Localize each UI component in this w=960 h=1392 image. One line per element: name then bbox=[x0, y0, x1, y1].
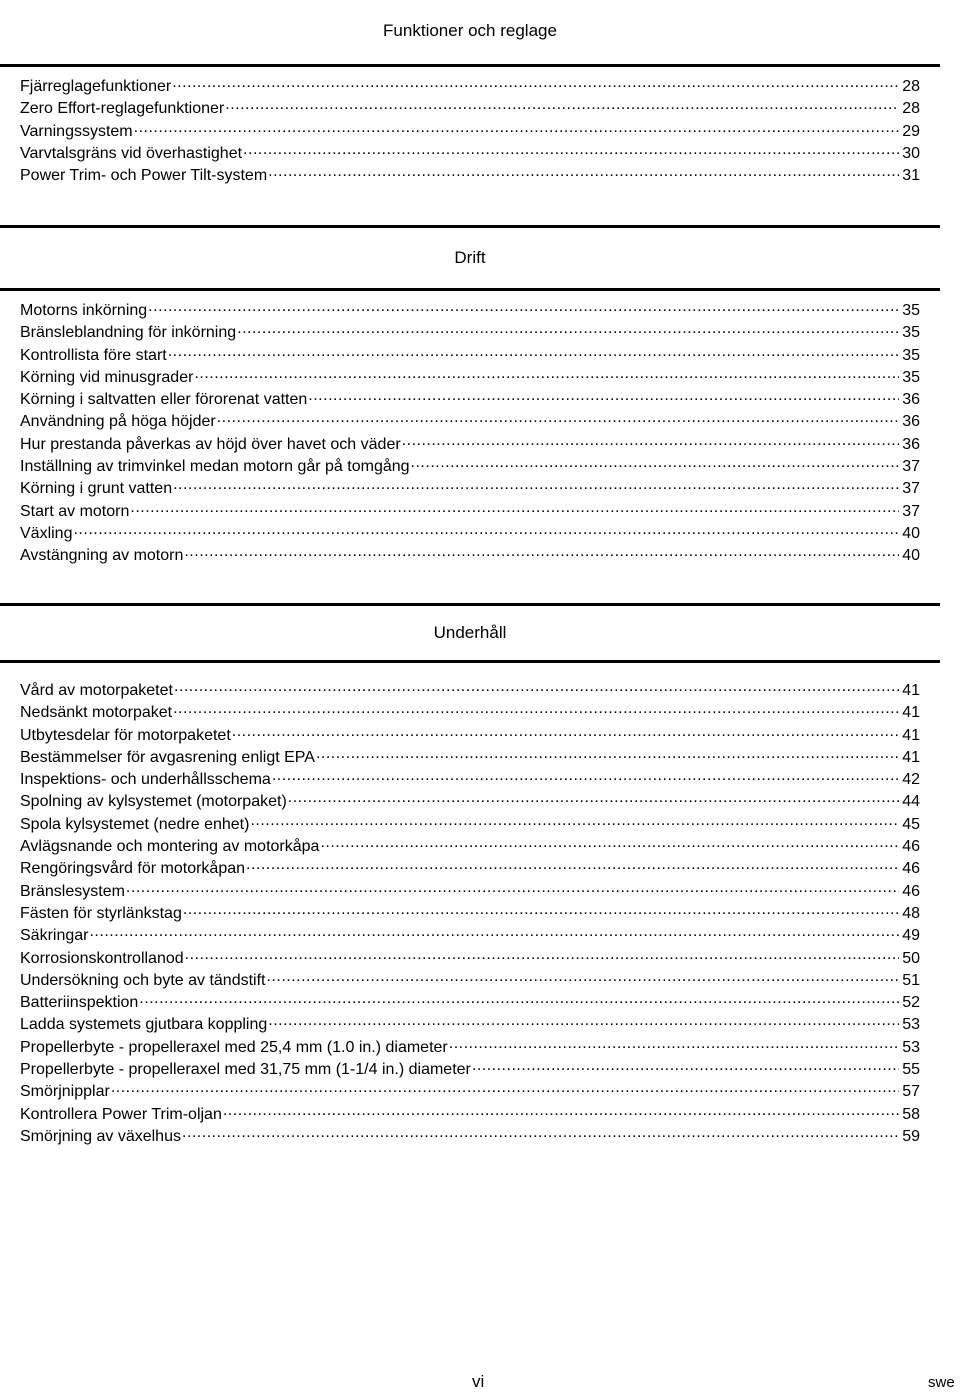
toc-entry[interactable] bbox=[20, 679, 920, 701]
toc-entry-title: Hur prestanda påverkas av höjd över havet och väder bbox=[20, 435, 401, 453]
toc-dot-leader bbox=[168, 344, 899, 360]
toc-dot-leader bbox=[402, 433, 899, 449]
toc-entry-page: 59 bbox=[902, 1127, 920, 1145]
toc-entry-title: Växling bbox=[20, 524, 73, 542]
toc-entry-title: Bestämmelser för avgasrening enligt EPA bbox=[20, 748, 315, 766]
toc-dot-leader bbox=[130, 500, 899, 516]
toc-entry-page: 49 bbox=[902, 927, 920, 945]
toc-dot-leader bbox=[89, 924, 899, 940]
toc-dot-leader bbox=[288, 790, 899, 806]
toc-dot-leader bbox=[237, 321, 899, 337]
toc-entry-page: 48 bbox=[902, 904, 920, 922]
toc-entry-title: Avstängning av motorn bbox=[20, 547, 184, 565]
toc-entry[interactable] bbox=[20, 969, 920, 991]
toc-entry[interactable] bbox=[20, 902, 920, 924]
toc-entry-title: Körning vid minusgrader bbox=[20, 368, 194, 386]
toc-entry-title: Bränslesystem bbox=[20, 882, 125, 900]
toc-entry-page: 37 bbox=[902, 480, 920, 498]
toc-entry-page: 41 bbox=[902, 748, 920, 766]
toc-entry-title: Körning i saltvatten eller förorenat vatten bbox=[20, 391, 308, 409]
toc-entry-title: Undersökning och byte av tändstift bbox=[20, 971, 266, 989]
toc-entry-title: Start av motorn bbox=[20, 502, 130, 520]
toc-dot-leader bbox=[126, 880, 899, 896]
toc-entry[interactable] bbox=[20, 321, 920, 343]
toc-dot-leader bbox=[411, 455, 899, 471]
toc-entry[interactable] bbox=[20, 500, 920, 522]
footer-page-number: vi bbox=[472, 1372, 485, 1391]
toc-entry[interactable] bbox=[20, 299, 920, 321]
toc-dot-leader bbox=[194, 366, 899, 382]
toc-entry-page: 35 bbox=[902, 346, 920, 364]
toc-dot-leader bbox=[316, 746, 899, 762]
toc-dot-leader bbox=[173, 701, 899, 717]
toc-dot-leader bbox=[232, 724, 899, 740]
toc-entry-title: Vård av motorpaketet bbox=[20, 682, 173, 699]
toc-dot-leader bbox=[250, 813, 899, 829]
toc-dot-leader bbox=[134, 120, 899, 136]
toc-entry-page: 35 bbox=[902, 324, 920, 342]
toc-entry-title: Spola kylsystemet (nedre enhet) bbox=[20, 815, 250, 833]
toc-dot-leader bbox=[111, 1080, 899, 1096]
section-header-drift bbox=[0, 225, 940, 291]
toc-entry-title: Ladda systemets gjutbara koppling bbox=[20, 1016, 268, 1034]
toc-entry[interactable] bbox=[20, 388, 920, 410]
toc-dot-leader bbox=[73, 522, 899, 538]
toc-entry[interactable] bbox=[20, 433, 920, 455]
toc-entry-title: Rengöringsvård för motorkåpan bbox=[20, 860, 246, 878]
toc-entry-title: Fästen för styrlänkstag bbox=[20, 904, 182, 922]
toc-entry[interactable] bbox=[20, 835, 920, 857]
toc-entry[interactable] bbox=[20, 410, 920, 432]
toc-entry-page: 28 bbox=[902, 100, 920, 118]
toc-entry[interactable] bbox=[20, 544, 920, 566]
toc-entry-page: 45 bbox=[902, 815, 920, 833]
toc-entry[interactable] bbox=[20, 1036, 920, 1058]
toc-entry-page: 36 bbox=[902, 435, 920, 453]
toc-list-underhall bbox=[20, 679, 920, 1147]
toc-dot-leader bbox=[183, 902, 899, 918]
toc-entry-page: 41 bbox=[902, 704, 920, 722]
toc-entry-title: Propellerbyte - propelleraxel med 31,75 mm (1-1/4 in.) diameter bbox=[20, 1061, 471, 1079]
toc-entry-title: Säkringar bbox=[20, 927, 89, 945]
toc-entry[interactable] bbox=[20, 120, 920, 142]
toc-entry[interactable] bbox=[20, 1125, 920, 1147]
toc-dot-leader bbox=[308, 388, 899, 404]
toc-entry-page: 28 bbox=[902, 78, 920, 95]
toc-entry[interactable] bbox=[20, 880, 920, 902]
toc-entry-page: 53 bbox=[902, 1016, 920, 1034]
toc-entry-title: Inställning av trimvinkel medan motorn går på tomgång bbox=[20, 458, 410, 476]
toc-entry[interactable] bbox=[20, 701, 920, 723]
toc-entry[interactable] bbox=[20, 344, 920, 366]
toc-dot-leader bbox=[266, 969, 899, 985]
toc-dot-leader bbox=[173, 477, 899, 493]
toc-entry-title: Utbytesdelar för motorpaketet bbox=[20, 726, 231, 744]
toc-entry[interactable] bbox=[20, 746, 920, 768]
toc-entry-page: 51 bbox=[902, 971, 920, 989]
toc-dot-leader bbox=[320, 835, 899, 851]
toc-entry-page: 35 bbox=[902, 368, 920, 386]
toc-entry[interactable] bbox=[20, 924, 920, 946]
toc-entry[interactable] bbox=[20, 1058, 920, 1080]
toc-entry[interactable] bbox=[20, 1013, 920, 1035]
toc-list-drift bbox=[20, 299, 920, 567]
toc-entry-title: Bränsleblandning för inkörning bbox=[20, 324, 237, 342]
section-header-underhall bbox=[0, 603, 940, 663]
toc-entry-title: Smörjning av växelhus bbox=[20, 1127, 181, 1145]
toc-entry-title: Inspektions- och underhållsschema bbox=[20, 771, 271, 789]
toc-dot-leader bbox=[268, 1013, 899, 1029]
toc-entry[interactable] bbox=[20, 164, 920, 186]
toc-entry-title: Varningssystem bbox=[20, 122, 133, 140]
toc-entry[interactable] bbox=[20, 991, 920, 1013]
toc-dot-leader bbox=[449, 1036, 899, 1052]
toc-dot-leader bbox=[174, 679, 899, 695]
toc-entry-page: 36 bbox=[902, 413, 920, 431]
toc-entry[interactable] bbox=[20, 477, 920, 499]
toc-entry-page: 57 bbox=[902, 1083, 920, 1101]
toc-entry-page: 55 bbox=[902, 1061, 920, 1079]
toc-dot-leader bbox=[182, 1125, 899, 1141]
toc-dot-leader bbox=[243, 142, 899, 158]
toc-entry-page: 53 bbox=[902, 1038, 920, 1056]
toc-entry-title: Smörjnipplar bbox=[20, 1083, 110, 1101]
toc-entry-page: 46 bbox=[902, 882, 920, 900]
toc-entry[interactable] bbox=[20, 947, 920, 969]
toc-entry[interactable] bbox=[20, 1080, 920, 1102]
toc-entry[interactable] bbox=[20, 790, 920, 812]
toc-entry-title: Batteriinspektion bbox=[20, 994, 139, 1012]
toc-entry-page: 50 bbox=[902, 949, 920, 967]
toc-entry-page: 40 bbox=[902, 524, 920, 542]
toc-entry-title: Motorns inkörning bbox=[20, 302, 148, 319]
toc-entry-title: Korrosionskontrollanod bbox=[20, 949, 184, 967]
toc-entry-title: Power Trim- och Power Tilt-system bbox=[20, 167, 268, 185]
toc-entry-title: Varvtalsgräns vid överhastighet bbox=[20, 144, 243, 162]
toc-entry[interactable] bbox=[20, 813, 920, 835]
section-title: Drift bbox=[454, 248, 486, 267]
toc-entry[interactable] bbox=[20, 768, 920, 790]
toc-entry-page: 46 bbox=[902, 860, 920, 878]
toc-entry-page: 36 bbox=[902, 391, 920, 409]
toc-dot-leader bbox=[184, 544, 899, 560]
toc-dot-leader bbox=[148, 299, 899, 315]
toc-list-funktioner bbox=[20, 75, 920, 186]
toc-entry-page: 58 bbox=[902, 1105, 920, 1123]
toc-entry[interactable] bbox=[20, 724, 920, 746]
toc-entry-title: Nedsänkt motorpaket bbox=[20, 704, 173, 722]
toc-entry-title: Zero Effort-reglagefunktioner bbox=[20, 100, 225, 118]
toc-entry-title: Propellerbyte - propelleraxel med 25,4 mm (1.0 in.) diameter bbox=[20, 1038, 448, 1056]
toc-entry-page: 29 bbox=[902, 122, 920, 140]
footer-language-code: swe bbox=[928, 1374, 955, 1391]
toc-entry[interactable] bbox=[20, 1103, 920, 1125]
toc-entry-page: 31 bbox=[902, 167, 920, 185]
toc-entry-page: 37 bbox=[902, 502, 920, 520]
toc-entry-title: Användning på höga höjder bbox=[20, 413, 216, 431]
toc-entry-title: Kontrollera Power Trim-oljan bbox=[20, 1105, 222, 1123]
toc-entry[interactable] bbox=[20, 75, 920, 97]
toc-entry[interactable] bbox=[20, 455, 920, 477]
toc-entry-page: 40 bbox=[902, 547, 920, 565]
toc-entry-title: Kontrollista före start bbox=[20, 346, 167, 364]
toc-dot-leader bbox=[472, 1058, 899, 1074]
toc-entry-title: Spolning av kylsystemet (motorpaket) bbox=[20, 793, 287, 811]
toc-dot-leader bbox=[268, 164, 899, 180]
toc-dot-leader bbox=[217, 410, 899, 426]
toc-dot-leader bbox=[246, 857, 899, 873]
section-header-funktioner bbox=[0, 0, 940, 67]
toc-entry-page: 30 bbox=[902, 144, 920, 162]
toc-dot-leader bbox=[272, 768, 899, 784]
toc-entry-page: 35 bbox=[902, 302, 920, 319]
toc-dot-leader bbox=[139, 991, 899, 1007]
toc-entry-page: 41 bbox=[902, 726, 920, 744]
toc-entry-title: Fjärreglagefunktioner bbox=[20, 78, 172, 95]
toc-entry-page: 52 bbox=[902, 994, 920, 1012]
toc-entry[interactable] bbox=[20, 142, 920, 164]
toc-dot-leader bbox=[172, 75, 899, 91]
toc-dot-leader bbox=[223, 1103, 899, 1119]
toc-dot-leader bbox=[225, 97, 899, 113]
toc-entry[interactable] bbox=[20, 857, 920, 879]
toc-entry-title: Avlägsnande och montering av motorkåpa bbox=[20, 838, 320, 856]
toc-entry[interactable] bbox=[20, 522, 920, 544]
section-title: Underhåll bbox=[433, 623, 507, 642]
toc-dot-leader bbox=[185, 947, 899, 963]
toc-entry-page: 37 bbox=[902, 458, 920, 476]
section-title: Funktioner och reglage bbox=[383, 20, 557, 40]
toc-entry-page: 42 bbox=[902, 771, 920, 789]
toc-entry-page: 41 bbox=[902, 682, 920, 699]
toc-entry-title: Körning i grunt vatten bbox=[20, 480, 173, 498]
toc-entry[interactable] bbox=[20, 366, 920, 388]
toc-entry[interactable] bbox=[20, 97, 920, 119]
toc-entry-page: 46 bbox=[902, 838, 920, 856]
toc-entry-page: 44 bbox=[902, 793, 920, 811]
